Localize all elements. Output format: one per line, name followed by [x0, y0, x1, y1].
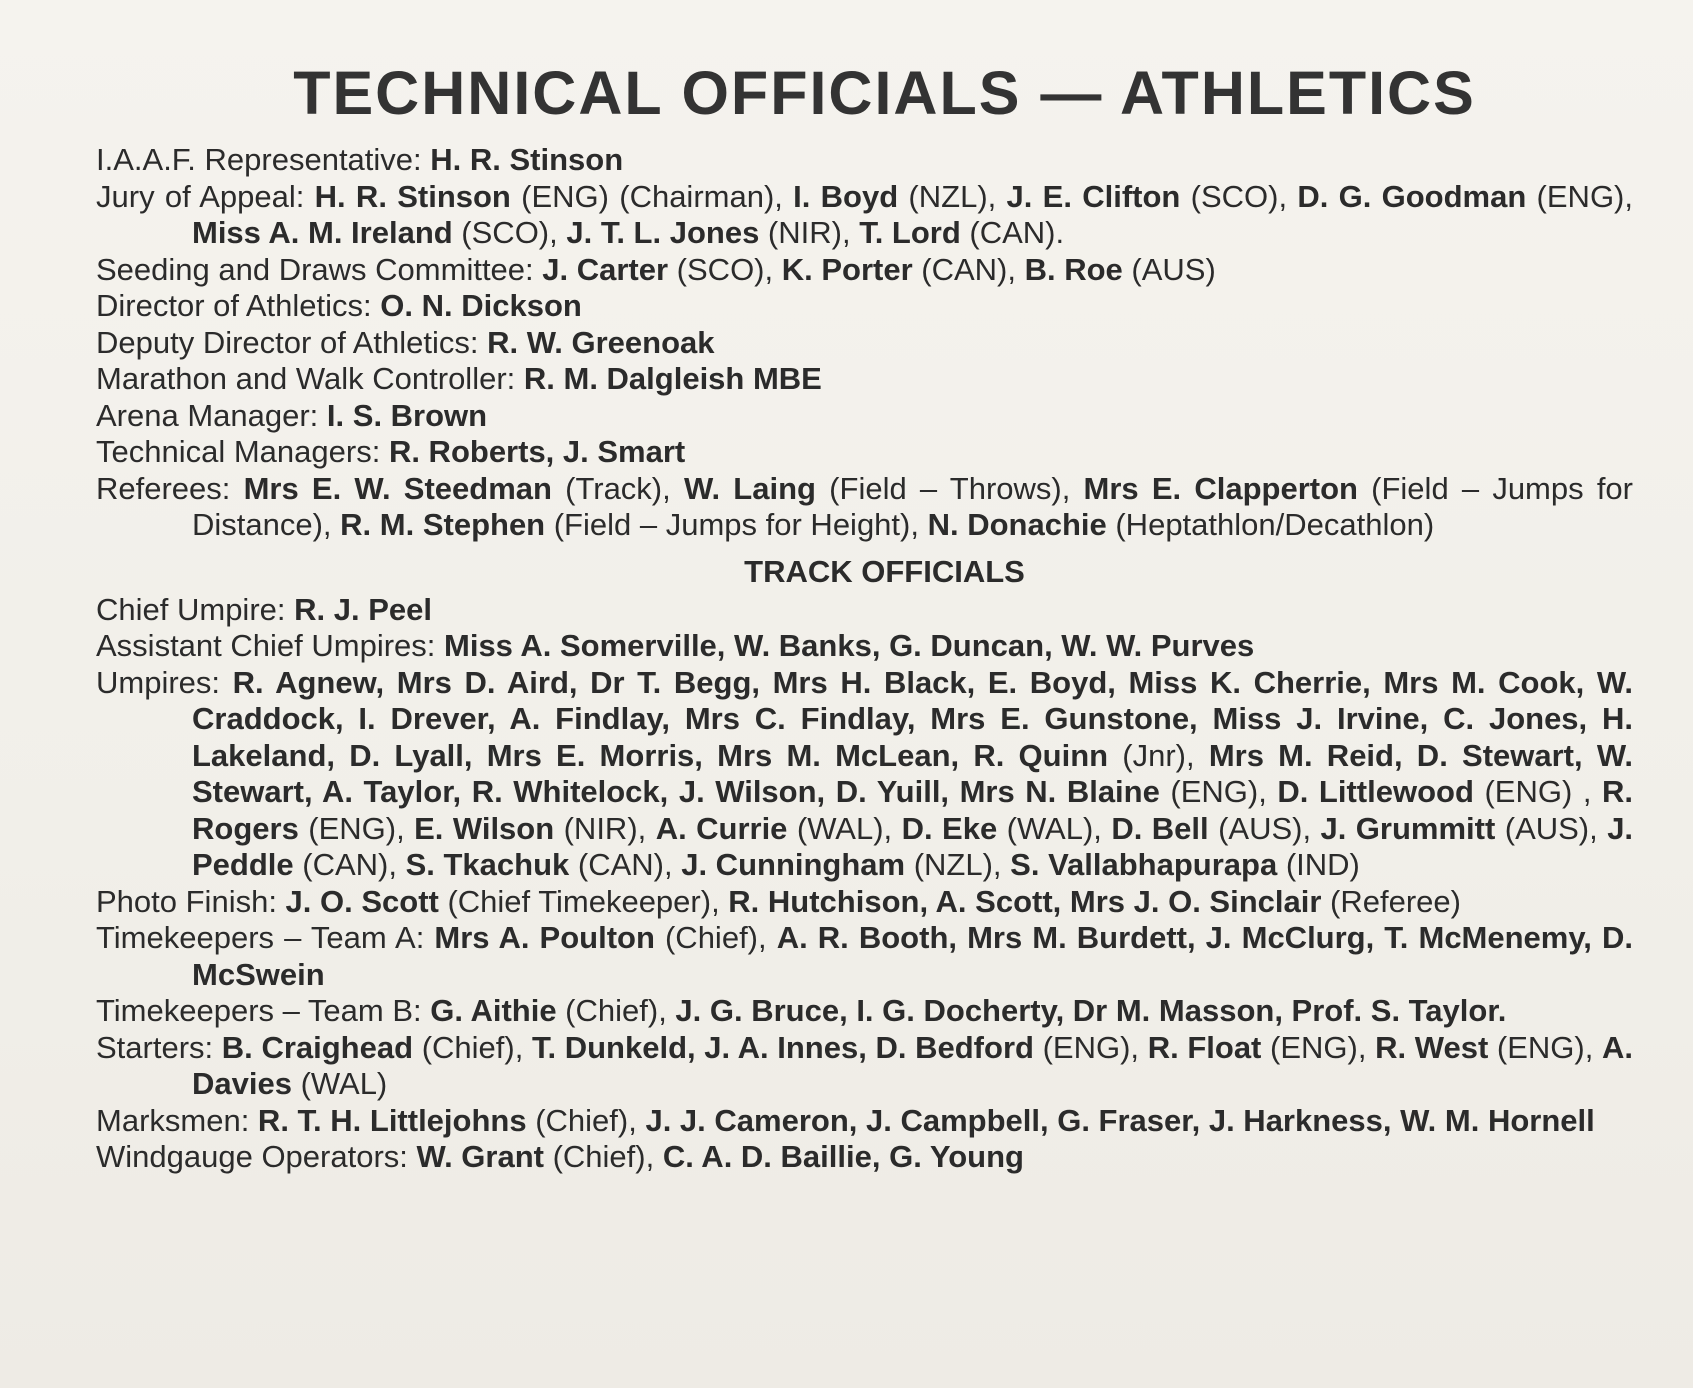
- official-name: H. R. Stinson: [421, 142, 624, 177]
- official-note: (Referee): [1321, 883, 1461, 919]
- official-name: J. G. Bruce, I. G. Docherty, Dr M. Masson, Prof. S. Taylor.: [675, 993, 1507, 1028]
- role-label: Referees:: [96, 470, 231, 506]
- official-note: (Track),: [551, 470, 684, 506]
- official-name: D. Eke: [901, 810, 998, 846]
- officials-list-track: [96, 592, 1633, 1176]
- official-note: (Chief Timekeeper),: [438, 883, 729, 919]
- official-name: K. Porter: [781, 251, 913, 287]
- role-label: Umpires:: [96, 664, 221, 700]
- official-note: (NIR),: [759, 215, 860, 250]
- official-entry: [96, 1030, 1633, 1103]
- official-name: J. E. Clifton: [1006, 178, 1181, 214]
- role-label: Timekeepers – Team A:: [96, 920, 425, 955]
- official-name: R. Hutchison, A. Scott, Mrs J. O. Sinclair: [728, 883, 1322, 919]
- official-entry: [96, 1139, 1633, 1176]
- official-name: Mrs M. Reid, D. Stewart, W. Stewart, A. Taylor, R. Whitelock, J. Wilson, D. Yuill, Mrs N. Blaine: [192, 737, 1633, 809]
- official-name: N. Donachie: [927, 507, 1107, 542]
- official-entry: [96, 325, 1633, 362]
- role-label: Technical Managers:: [96, 434, 381, 469]
- role-label: Jury of Appeal:: [96, 178, 305, 214]
- official-name: H. R. Stinson: [304, 178, 511, 214]
- official-name: R. West: [1375, 1029, 1489, 1065]
- role-label: Assistant Chief Umpires:: [96, 628, 436, 663]
- official-entry: [96, 920, 1633, 993]
- official-note: (SCO),: [668, 251, 782, 287]
- official-name: W. Laing: [683, 470, 816, 506]
- official-note: (AUS): [1122, 251, 1216, 287]
- official-note: (CAN),: [293, 847, 406, 882]
- official-name: J. Grummitt: [1320, 810, 1496, 846]
- officials-list-general: [96, 142, 1633, 544]
- official-name: J. Cunningham: [681, 847, 906, 882]
- official-name: R. Agnew, Mrs D. Aird, Dr T. Begg, Mrs H. Black, E. Boyd, Miss K. Cherrie, Mrs M. Cook, W. Craddock, I. Drever, A. Findlay, Mrs C. Findlay, Mrs E. Gunstone, Miss J. Irvine, C. Jones, H. Lakeland, D. Lyall, Mrs E. Morris, Mrs M. McLean, R. Quinn: [192, 664, 1633, 773]
- official-note: (CAN).: [960, 215, 1065, 250]
- official-note: (ENG),: [1159, 774, 1278, 809]
- official-name: J. J. Cameron, J. Campbell, G. Fraser, J. Harkness, W. M. Hornell: [645, 1102, 1595, 1138]
- official-name: W. Grant: [407, 1139, 544, 1174]
- official-note: (Field – Jumps for Height),: [545, 507, 928, 542]
- official-name: I. Boyd: [793, 178, 899, 214]
- official-note: (NZL),: [905, 847, 1011, 882]
- official-note: (Field – Jumps for Distance),: [192, 470, 1633, 542]
- official-note: (CAN),: [912, 251, 1025, 287]
- official-note: (WAL): [291, 1066, 388, 1101]
- official-entry: [96, 361, 1633, 398]
- official-name: E. Wilson: [414, 810, 555, 846]
- official-note: (ENG),: [1033, 1029, 1148, 1065]
- official-name: J. T. L. Jones: [566, 215, 760, 250]
- official-note: (WAL),: [787, 810, 902, 846]
- official-name: R. J. Peel: [285, 591, 432, 627]
- official-note: (Jnr),: [1108, 737, 1209, 773]
- official-note: (SCO),: [452, 215, 567, 250]
- official-entry: [96, 179, 1633, 252]
- official-name: Mrs A. Poulton: [424, 920, 655, 955]
- official-note: (Chief),: [543, 1139, 663, 1174]
- official-name: C. A. D. Baillie, G. Young: [662, 1139, 1024, 1174]
- official-name: B. Craighead: [213, 1029, 414, 1065]
- official-note: (Field – Throws),: [815, 470, 1084, 506]
- official-note: (CAN),: [569, 847, 682, 882]
- official-entry: [96, 434, 1633, 471]
- role-label: Seeding and Draws Committee:: [96, 251, 534, 287]
- official-name: R. M. Stephen: [340, 507, 546, 542]
- official-entry: [96, 288, 1633, 325]
- official-name: R. Float: [1147, 1029, 1262, 1065]
- official-note: (Chief),: [556, 993, 676, 1028]
- role-label: Photo Finish:: [96, 883, 277, 919]
- role-label: Deputy Director of Athletics:: [96, 324, 479, 360]
- official-note: (ENG) (Chairman),: [510, 178, 794, 214]
- official-entry: [96, 665, 1633, 884]
- official-note: (ENG) ,: [1473, 774, 1602, 809]
- official-name: B. Roe: [1024, 251, 1123, 287]
- official-entry: [96, 252, 1633, 289]
- official-entry: [96, 592, 1633, 629]
- official-note: (Chief),: [654, 920, 777, 955]
- official-name: J. O. Scott: [276, 883, 439, 919]
- role-label: Chief Umpire:: [96, 591, 286, 627]
- official-name: O. N. Dickson: [371, 288, 582, 323]
- official-name: Miss A. Somerville, W. Banks, G. Duncan, W. W. Purves: [435, 628, 1255, 663]
- official-note: (WAL),: [997, 810, 1112, 846]
- official-name: R. Roberts, J. Smart: [380, 434, 686, 469]
- role-label: Starters:: [96, 1029, 214, 1065]
- role-label: Marksmen:: [96, 1102, 250, 1138]
- official-note: (ENG),: [1526, 178, 1633, 214]
- role-label: Director of Athletics:: [96, 288, 372, 323]
- role-label: Windgauge Operators:: [96, 1139, 408, 1174]
- role-label: Arena Manager:: [96, 397, 319, 433]
- official-note: (SCO),: [1180, 178, 1298, 214]
- official-name: S. Tkachuk: [405, 847, 570, 882]
- official-name: G. Aithie: [421, 993, 557, 1028]
- official-name: A. Davies: [192, 1029, 1634, 1101]
- official-name: R. Rogers: [192, 774, 1633, 846]
- official-note: (ENG),: [1261, 1029, 1376, 1065]
- role-label: I.A.A.F. Representative:: [96, 142, 422, 177]
- section-heading-track-officials: TRACK OFFICIALS: [744, 553, 1025, 589]
- role-label: Timekeepers – Team B:: [96, 993, 422, 1028]
- official-name: S. Vallabhapurapa: [1010, 847, 1278, 882]
- official-note: (AUS),: [1208, 810, 1321, 846]
- official-name: Mrs E. W. Steedman: [230, 470, 552, 506]
- official-name: A. Currie: [655, 810, 788, 846]
- official-entry: [96, 628, 1633, 665]
- official-entry: [96, 142, 1633, 179]
- official-note: (ENG),: [298, 810, 415, 846]
- official-entry: [96, 884, 1633, 921]
- official-note: (Heptathlon/Decathlon): [1106, 507, 1435, 542]
- official-name: Mrs E. Clapperton: [1083, 470, 1358, 506]
- official-name: R. W. Greenoak: [478, 324, 715, 360]
- official-name: T. Dunkeld, J. A. Innes, D. Bedford: [531, 1029, 1034, 1065]
- official-entry: [96, 993, 1633, 1030]
- official-note: (NZL),: [898, 178, 1007, 214]
- official-name: I. S. Brown: [318, 397, 488, 433]
- official-name: D. G. Goodman: [1297, 178, 1527, 214]
- official-entry: [96, 398, 1633, 435]
- official-name: D. Littlewood: [1277, 774, 1474, 809]
- official-name: R. M. Dalgleish MBE: [515, 361, 822, 396]
- official-name: D. Bell: [1111, 810, 1209, 846]
- official-note: (ENG),: [1488, 1029, 1603, 1065]
- official-note: (AUS),: [1495, 810, 1608, 846]
- official-note: (Chief),: [526, 1102, 646, 1138]
- official-note: (IND): [1277, 847, 1360, 882]
- role-label: Marathon and Walk Controller:: [96, 361, 516, 396]
- page-title: TECHNICAL OFFICIALS — ATHLETICS: [293, 59, 1476, 127]
- official-name: J. Carter: [533, 251, 669, 287]
- official-note: (NIR),: [554, 810, 656, 846]
- official-name: R. T. H. Littlejohns: [249, 1102, 527, 1138]
- official-entry: [96, 471, 1633, 544]
- official-name: J. Peddle: [192, 810, 1634, 882]
- official-name: A. R. Booth, Mrs M. Burdett, J. McClurg, T. McMenemy, D. McSwein: [192, 920, 1633, 992]
- official-name: T. Lord: [859, 215, 961, 250]
- official-entry: [96, 1103, 1633, 1140]
- official-name: Miss A. M. Ireland: [192, 215, 453, 250]
- official-note: (Chief),: [413, 1029, 532, 1065]
